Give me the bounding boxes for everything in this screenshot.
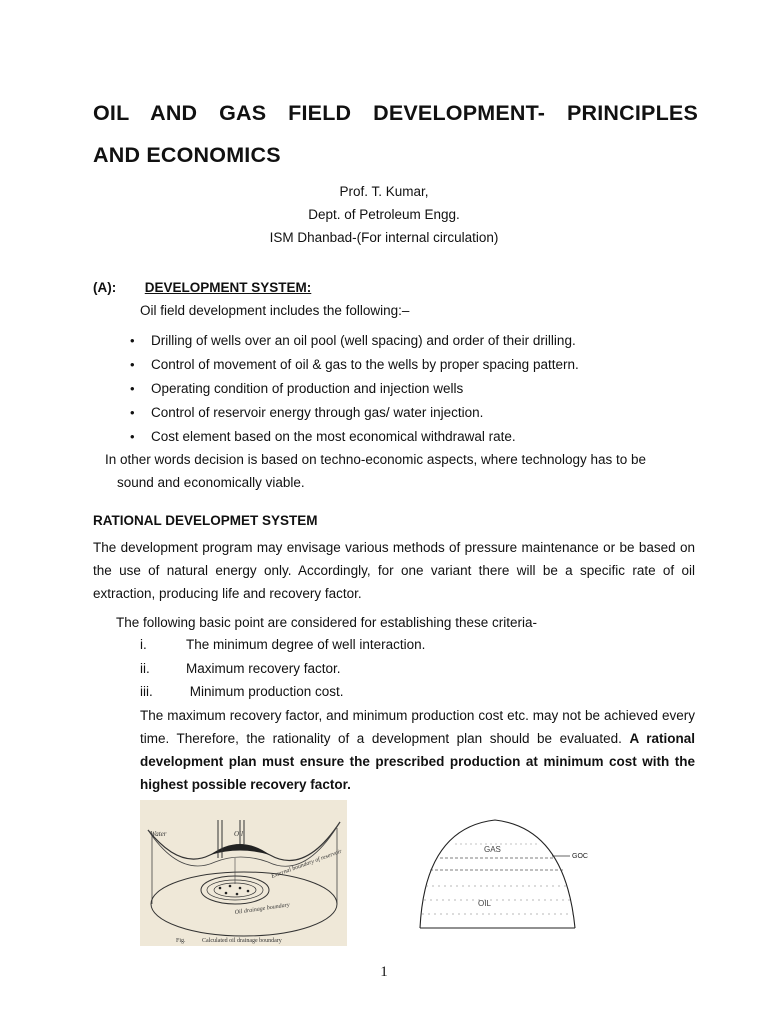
figure2-oil-label: OIL xyxy=(478,899,491,908)
section-a-heading xyxy=(93,276,311,299)
criteria-number: iii. xyxy=(140,684,153,699)
figure1-water-label: Water xyxy=(150,830,167,838)
rationality-text: The maximum recovery factor, and minimum production cost etc. may not be achieved every time. Therefore, the rationality of a development plan should be evaluated. xyxy=(140,708,695,746)
list-item xyxy=(140,680,425,704)
dome-figure-drawing xyxy=(400,808,590,936)
section-a-title: DEVELOPMENT SYSTEM: xyxy=(144,280,312,295)
section-a-intro: Oil field development includes the following:– xyxy=(140,303,410,318)
rationality-paragraph xyxy=(140,704,695,796)
criteria-number: i. xyxy=(140,637,147,652)
development-program-paragraph: The development program may envisage various methods of pressure maintenance or be based on the use of natural energy only. Accordingly, for one variant there will be a specific rate of oil extraction, producing life and recovery factor. xyxy=(93,540,695,601)
list-item xyxy=(140,633,425,657)
list-item: • Drilling of wells over an oil pool (well spacing) and order of their drilling. xyxy=(130,329,579,353)
figure1-oil-label: Oil xyxy=(234,830,243,838)
criteria-list xyxy=(140,633,425,704)
figure2-gas-label: GAS xyxy=(484,845,501,854)
other-words-paragraph xyxy=(105,448,695,494)
rational-heading: RATIONAL DEVELOPMET SYSTEM xyxy=(93,513,318,528)
figure2-goc-label: GOC xyxy=(572,853,588,860)
section-a-label: (A): xyxy=(93,280,117,295)
criteria-text: Maximum recovery factor. xyxy=(186,660,341,676)
criteria-text: The minimum degree of well interaction. xyxy=(186,637,426,652)
criteria-text: Minimum production cost. xyxy=(186,684,344,699)
doc-title-line-2: AND ECONOMICS xyxy=(93,143,281,167)
page-number: 1 xyxy=(380,964,388,980)
drainage-figure-drawing xyxy=(140,800,347,946)
other-words-line-2: sound and economically viable. xyxy=(117,475,305,490)
rationality-bold-text: A rational development plan must ensure the prescribed production at minimum cost with the highest possible recovery factor. xyxy=(140,731,695,792)
drainage-boundary-figure xyxy=(140,800,347,946)
figure1-drainage-label: Oil drainage boundary xyxy=(234,902,291,916)
author-dept: Dept. of Petroleum Engg. xyxy=(308,207,460,222)
criteria-number: ii. xyxy=(140,660,150,676)
figure1-external-label: External boundary of reservoir xyxy=(270,848,343,880)
list-item: • Control of reservoir energy through gas/ water injection. xyxy=(130,401,579,425)
figure1-fig-label: Fig. xyxy=(176,938,186,944)
author-name: Prof. T. Kumar, xyxy=(339,184,429,199)
list-item: • Cost element based on the most economical withdrawal rate. xyxy=(130,425,579,449)
author-institution: ISM Dhanbad-(For internal circulation) xyxy=(269,230,499,245)
basic-points-paragraph: The following basic point are considered for establishing these criteria- xyxy=(116,615,537,630)
list-item: • Control of movement of oil & gas to the wells by proper spacing pattern. xyxy=(130,353,579,377)
development-bullet-list xyxy=(130,329,579,449)
gas-cap-dome-figure xyxy=(400,808,590,936)
doc-title-line-1: OIL AND GAS FIELD DEVELOPMENT- PRINCIPLES xyxy=(93,101,698,125)
figure1-caption: Calculated oil drainage boundary xyxy=(202,938,282,944)
list-item: • Operating condition of production and injection wells xyxy=(130,377,579,401)
list-item xyxy=(140,657,425,681)
other-words-line-1: In other words decision is based on techno-economic aspects, where technology has to be xyxy=(105,452,647,467)
